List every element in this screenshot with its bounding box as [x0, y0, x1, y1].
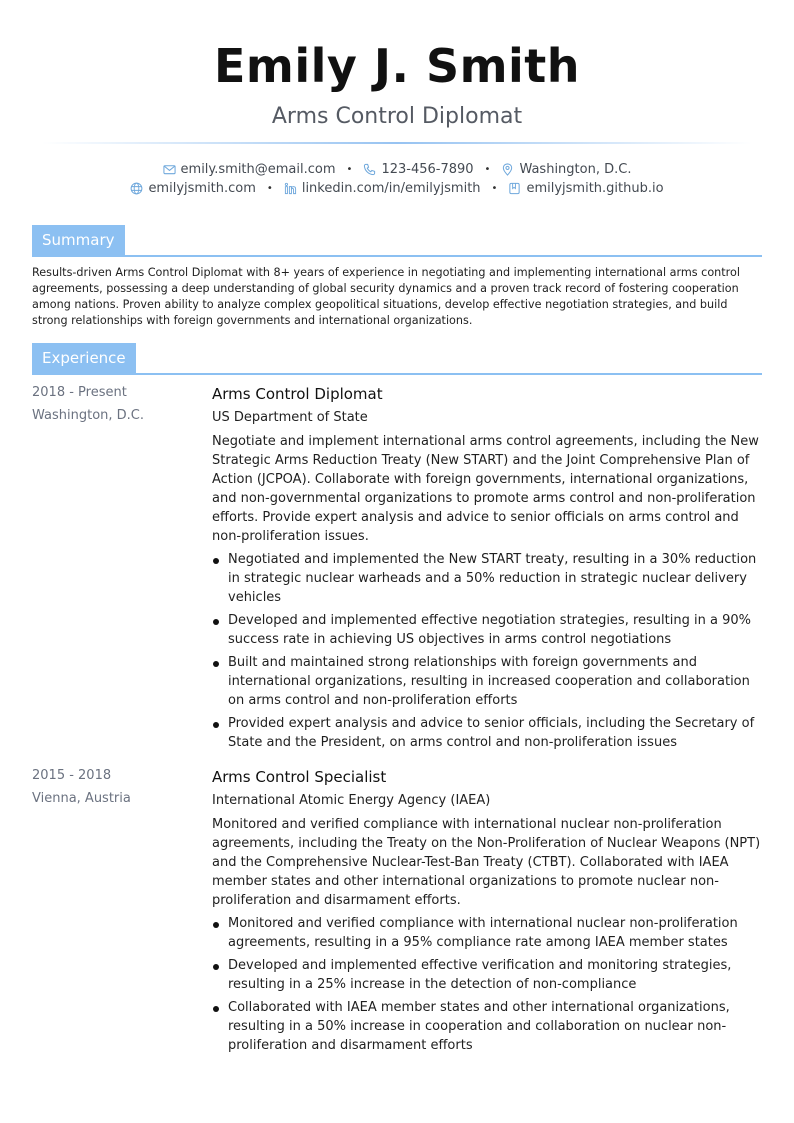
summary-section-header — [32, 223, 762, 257]
contact-website[interactable] — [130, 179, 255, 198]
job-entry — [32, 767, 762, 1059]
achievement-text: Provided expert analysis and advice to senior officials, including the Secretary of State and the President, on arms control and non-proliferation issues — [228, 716, 755, 750]
separator-dot: • — [266, 183, 273, 194]
summary-heading: Summary — [32, 225, 125, 255]
achievement-item — [212, 550, 762, 607]
job-meta — [32, 384, 212, 756]
job-location: Vienna, Austria — [32, 791, 131, 806]
job-dates: 2015 - 2018 — [32, 768, 112, 783]
job-details — [212, 384, 762, 756]
linkedin-icon — [284, 182, 297, 195]
job-entry — [32, 384, 762, 756]
job-meta — [32, 767, 212, 1059]
achievement-text: Negotiated and implemented the New START treaty, resulting in a 30% reduction in strategic nuclear warheads and a 50% reduction in strategic nuclear delivery vehicles — [228, 552, 757, 605]
achievement-item — [212, 611, 762, 649]
contact-linkedin-text: linkedin.com/in/emilyjsmith — [301, 181, 481, 196]
summary-text: Results-driven Arms Control Diplomat with 8+ years of experience in negotiating and implementing international arms control agreements, possessing a deep understanding of global security dynamics and a proven track record of fostering cooperation among nations. Proven ability to analyze complex geopolitical situations, develop effective negotiation strategies, and build strong relationships with foreign governments and international organizations. — [32, 266, 740, 327]
achievement-item — [212, 998, 762, 1055]
job-title: Arms Control Specialist — [212, 768, 387, 786]
contact-website-text: emilyjsmith.com — [148, 181, 256, 196]
envelope-icon — [163, 163, 176, 176]
experience-section-header — [32, 341, 762, 375]
bullet-dot-icon — [213, 558, 219, 564]
contact-location-text: Washington, D.C. — [519, 162, 632, 177]
job-title: Arms Control Diplomat — [212, 385, 383, 403]
candidate-name: Emily J. Smith — [213, 39, 581, 93]
header-divider — [42, 142, 752, 144]
bullet-dot-icon — [213, 661, 219, 667]
contact-row-1 — [32, 160, 762, 179]
achievement-item — [212, 653, 762, 710]
bullet-dot-icon — [213, 619, 219, 625]
achievement-item — [212, 914, 762, 952]
bookmark-page-icon — [508, 182, 521, 195]
job-organization: International Atomic Energy Agency (IAEA) — [212, 793, 491, 808]
contact-row-2 — [32, 179, 762, 198]
achievement-item — [212, 714, 762, 752]
job-details — [212, 767, 762, 1059]
separator-dot: • — [346, 164, 353, 175]
achievement-text: Developed and implemented effective negotiation strategies, resulting in a 90% success rate in achieving US objectives in arms control negotiations — [228, 613, 751, 647]
candidate-title: Arms Control Diplomat — [271, 104, 523, 129]
experience-heading: Experience — [32, 343, 136, 373]
contact-github-text: emilyjsmith.github.io — [526, 181, 664, 196]
map-pin-icon — [501, 163, 514, 176]
resume-page — [32, 0, 762, 1059]
job-location: Washington, D.C. — [32, 408, 145, 423]
achievement-text: Developed and implemented effective verification and monitoring strategies, resulting in a 25% increase in the detection of non-compliance — [228, 958, 732, 992]
job-description: Monitored and verified compliance with international nuclear non-proliferation agreements, including the Treaty on the Non-Proliferation of Nuclear Weapons (NPT) and the Comprehensive Nuclear-Test-Ban Treaty (CTBT). Collaborated with IAEA member states and other international organizations to promote nuclear non-proliferation and disarmament efforts. — [212, 817, 761, 908]
contact-phone[interactable] — [363, 160, 473, 179]
contact-phone-text: 123-456-7890 — [381, 162, 474, 177]
job-description: Negotiate and implement international arms control agreements, including the New Strategic Arms Reduction Treaty (New START) and the Joint Comprehensive Plan of Action (JCPOA). Collaborate with foreign governments, international organizations, and non-governmental organizations to promote arms control and non-proliferation efforts. Provide expert analysis and advice to senior officials on arms control and non-proliferation issues. — [212, 434, 759, 544]
bullet-dot-icon — [213, 1006, 219, 1012]
job-dates: 2018 - Present — [32, 385, 127, 400]
job-achievements — [212, 550, 762, 752]
bullet-dot-icon — [213, 722, 219, 728]
job-organization: US Department of State — [212, 410, 368, 425]
bullet-dot-icon — [213, 922, 219, 928]
contact-email-text: emily.smith@email.com — [180, 162, 336, 177]
contact-email[interactable] — [163, 160, 336, 179]
separator-dot: • — [491, 183, 498, 194]
phone-icon — [363, 163, 376, 176]
job-achievements — [212, 914, 762, 1055]
bullet-dot-icon — [213, 964, 219, 970]
contact-location — [501, 160, 631, 179]
achievement-text: Collaborated with IAEA member states and other international organizations, resulting in a 50% increase in cooperation and collaboration on nuclear non-proliferation and disarmament efforts — [228, 1000, 730, 1053]
contact-linkedin[interactable] — [284, 179, 481, 198]
achievement-text: Built and maintained strong relationships with foreign governments and international organizations, resulting in increased cooperation and collaboration on arms control and non-proliferation efforts — [228, 655, 750, 708]
globe-icon — [130, 182, 143, 195]
achievement-text: Monitored and verified compliance with international nuclear non-proliferation agreements, resulting in a 95% compliance rate among IAEA member states — [228, 916, 738, 950]
achievement-item — [212, 956, 762, 994]
contact-github[interactable] — [508, 179, 663, 198]
separator-dot: • — [484, 164, 491, 175]
